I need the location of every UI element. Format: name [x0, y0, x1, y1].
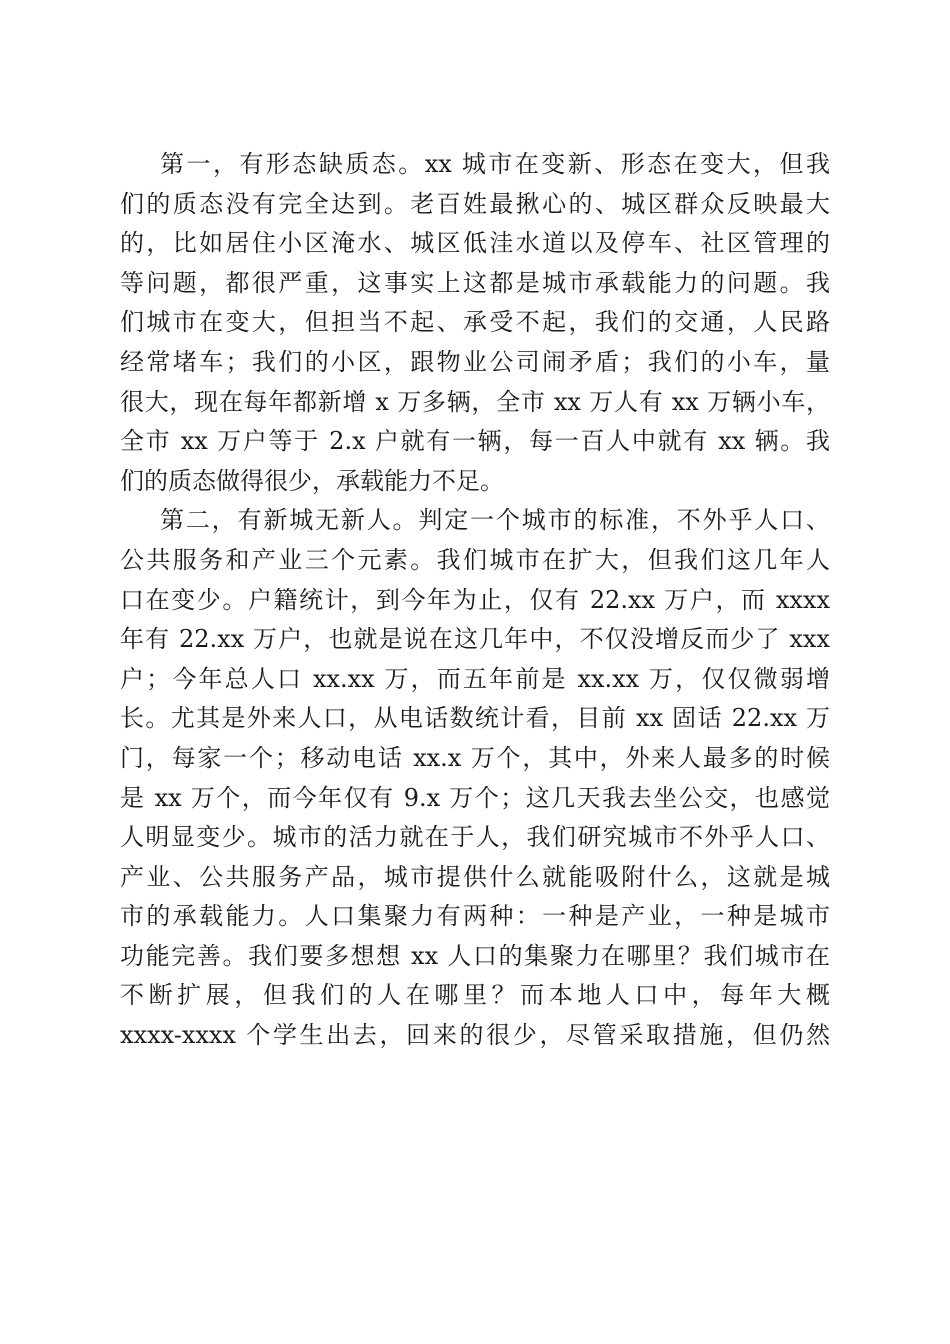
paragraph-line: 户；今年总人口 xx.xx 万，而五年前是 xx.xx 万，仅仅微弱增	[120, 664, 830, 693]
document-body	[120, 145, 830, 1056]
paragraph-line: 市的承载能力。人口集聚力有两种：一种是产业，一种是城市	[120, 902, 830, 931]
paragraph-line: xxxx-xxxx 个学生出去，回来的很少，尽管采取措施，但仍然	[120, 1021, 830, 1050]
paragraph-line: 公共服务和产业三个元素。我们城市在扩大，但我们这几年人	[120, 545, 830, 574]
paragraph-line: 经常堵车；我们的小区，跟物业公司闹矛盾；我们的小车，量	[120, 347, 830, 376]
paragraph-line: 门，每家一个；移动电话 xx.x 万个，其中，外来人最多的时候	[120, 743, 830, 772]
paragraph-line: 长。尤其是外来人口，从电话数统计看，目前 xx 固话 22.xx 万	[120, 704, 830, 733]
paragraph-line: 第一，有形态缺质态。xx 城市在变新、形态在变大，但我	[160, 150, 830, 178]
paragraph-line: 是 xx 万个，而今年仅有 9.x 万个；这几天我去坐公交，也感觉	[120, 783, 830, 812]
paragraph-line: 不断扩展，但我们的人在哪里？而本地人口中，每年大概	[120, 981, 830, 1010]
paragraph-line: 年有 22.xx 万户，也就是说在这几年中，不仅没增反而少了 xxx	[120, 625, 830, 654]
paragraph-line: 功能完善。我们要多想想 xx 人口的集聚力在哪里？我们城市在	[120, 941, 830, 970]
paragraph-2	[120, 501, 830, 1055]
paragraph-line: 的，比如居住小区淹水、城区低洼水道以及停车、社区管理的	[120, 229, 830, 258]
paragraph-line: 人明显变少。城市的活力就在于人，我们研究城市不外乎人口、	[120, 823, 830, 852]
paragraph-line: 等问题，都很严重，这事实上这都是城市承载能力的问题。我	[120, 268, 830, 297]
paragraph-line: 第二，有新城无新人。判定一个城市的标准，不外乎人口、	[160, 506, 830, 535]
paragraph-1	[120, 145, 830, 501]
paragraph-line: 全市 xx 万户等于 2.x 户就有一辆，每一百人中就有 xx 辆。我	[120, 427, 830, 456]
paragraph-line: 很大，现在每年都新增 x 万多辆，全市 xx 万人有 xx 万辆小车，	[120, 387, 830, 416]
paragraph-line: 产业、公共服务产品，城市提供什么就能吸附什么，这就是城	[120, 862, 830, 891]
paragraph-line: 们的质态没有完全达到。老百姓最揪心的、城区群众反映最大	[120, 189, 830, 218]
paragraph-line: 们的质态做得很少，承载能力不足。	[120, 466, 504, 495]
paragraph-line: 们城市在变大，但担当不起、承受不起，我们的交通，人民路	[120, 308, 830, 337]
paragraph-line: 口在变少。户籍统计，到今年为止，仅有 22.xx 万户，而 xxxx	[120, 585, 830, 614]
